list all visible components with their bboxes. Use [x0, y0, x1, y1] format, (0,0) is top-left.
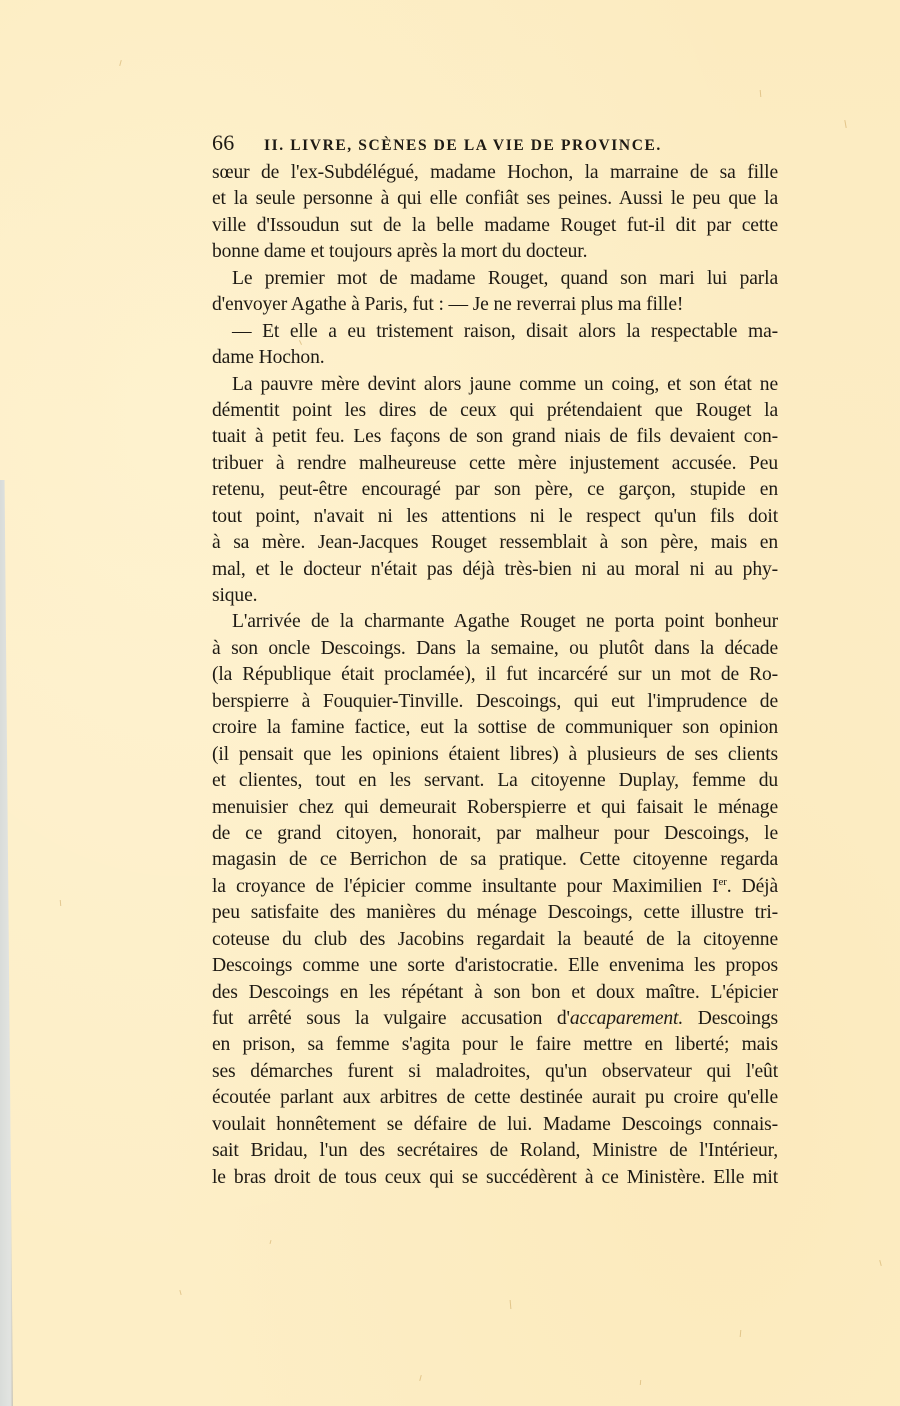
text-line: écoutée parlant aux arbitres de cette destinée aurait pu croire qu'elle [212, 1087, 778, 1109]
text-line: peu satisfaite des manières du ménage Descoings, cette illustre tri- [212, 902, 778, 924]
text-line: tribuer à rendre malheureuse cette mère injustement accusée. Peu [212, 452, 778, 474]
paper-speck [510, 1300, 512, 1309]
text-line: L'arrivée de la charmante Agathe Rouget ne porta point bonheur [232, 611, 778, 633]
text-line: de ce grand citoyen, honorait, par malheur pour Descoings, le [212, 822, 778, 844]
paper-speck [760, 90, 762, 97]
text-line: La pauvre mère devint alors jaune comme un coing, et son état ne [232, 373, 778, 395]
text-line: ville d'Issoudun sut de la belle madame Rouget fut-il dit par cette [212, 214, 778, 236]
text-line: menuisier chez qui demeurait Roberspierre et qui faisait le ménage [212, 796, 778, 818]
text-line: dame Hochon. [212, 347, 325, 369]
text-line: et clientes, tout en les servant. La citoyenne Duplay, femme du [212, 770, 778, 792]
text-line: Le premier mot de madame Rouget, quand son mari lui parla [232, 267, 778, 289]
text-line: — Et elle a eu tristement raison, disait alors la respectable ma- [232, 320, 778, 342]
text-line: bonne dame et toujours après la mort du docteur. [212, 241, 588, 263]
text-line: (la République était proclamée), il fut incarcéré sur un mot de Ro- [212, 664, 778, 686]
text-line: mal, et le docteur n'était pas déjà très-bien ni au moral ni au phy- [212, 558, 778, 580]
paper-speck [269, 1240, 271, 1244]
text-line: le bras droit de tous ceux qui se succédèrent à ce Ministère. Elle mit [212, 1166, 778, 1188]
text-line: retenu, peut-être encouragé par son père, ce garçon, stupide en [212, 479, 778, 501]
text-line: fut arrêté sous la vulgaire accusation d'accaparement. Descoings [212, 1008, 778, 1029]
paper-speck [740, 1330, 742, 1337]
text-line: coteuse du club des Jacobins regardait la beauté de la citoyenne [212, 928, 778, 950]
text-line: des Descoings en les répétant à son bon et doux maître. L'épicier [212, 981, 778, 1003]
text-line: à son oncle Descoings. Dans la semaine, ou plutôt dans la décade [212, 637, 778, 659]
paper-speck [119, 60, 122, 66]
text-line: voulait honnêtement se défaire de lui. Madame Descoings connais- [212, 1113, 778, 1135]
italic-term: accaparement. [569, 1008, 684, 1029]
text-line: sait Bridau, l'un des secrétaires de Roland, Ministre de l'Intérieur, [212, 1140, 778, 1162]
running-head [212, 130, 778, 160]
text-line: ses démarches furent si maladroites, qu'un observateur qui l'eût [212, 1060, 778, 1082]
running-title: II. LIVRE, SCÈNES DE LA VIE DE PROVINCE. [264, 137, 662, 154]
text-block [212, 130, 778, 1191]
paper-speck [879, 1260, 882, 1266]
paper-speck [844, 120, 846, 128]
text-line: et la seule personne à qui elle confiât ses peines. Aussi le peu que la [212, 188, 778, 210]
text-line: sœur de l'ex-Subdélégué, madame Hochon, la marraine de sa fille [212, 162, 778, 183]
text-line: à sa mère. Jean-Jacques Rouget ressemblait à son père, mais en [212, 532, 778, 554]
text-line: la croyance de l'épicier comme insultante pour Maximilien Ier. Déjà [212, 875, 779, 897]
text-line: sique. [212, 585, 258, 606]
text-line: en prison, sa femme s'agita pour le faire mettre en liberté; mais [212, 1034, 778, 1056]
text-line: tuait à petit feu. Les façons de son grand niais de fils devaient con- [212, 426, 778, 448]
superscript: er [718, 875, 727, 888]
text-line: berspierre à Fouquier-Tinville. Descoings, qui eut l'imprudence de [212, 690, 778, 712]
body-text [212, 160, 778, 1191]
text-line: démentit point les dires de ceux qui prétendaient que Rouget la [212, 399, 778, 421]
scan-edge-strip [0, 480, 13, 1406]
page-number: 66 [212, 130, 235, 155]
paper-speck [640, 1380, 641, 1385]
text-line: (il pensait que les opinions étaient libres) à plusieurs de ses clients [212, 743, 778, 765]
paper-speck [179, 1290, 181, 1295]
text-line: croire la famine factice, eut la sottise de communiquer son opinion [212, 717, 778, 739]
text-line: magasin de ce Berrichon de sa pratique. Cette citoyenne regarda [212, 849, 778, 871]
text-line: Descoings comme une sorte d'aristocratie. Elle envenima les propos [212, 955, 778, 977]
paper-speck [60, 900, 62, 906]
paper-speck [419, 1375, 422, 1381]
text-line: tout point, n'avait ni les attentions ni le respect qu'un fils doit [212, 505, 778, 527]
text-line: d'envoyer Agathe à Paris, fut : — Je ne reverrai plus ma fille! [212, 294, 684, 316]
